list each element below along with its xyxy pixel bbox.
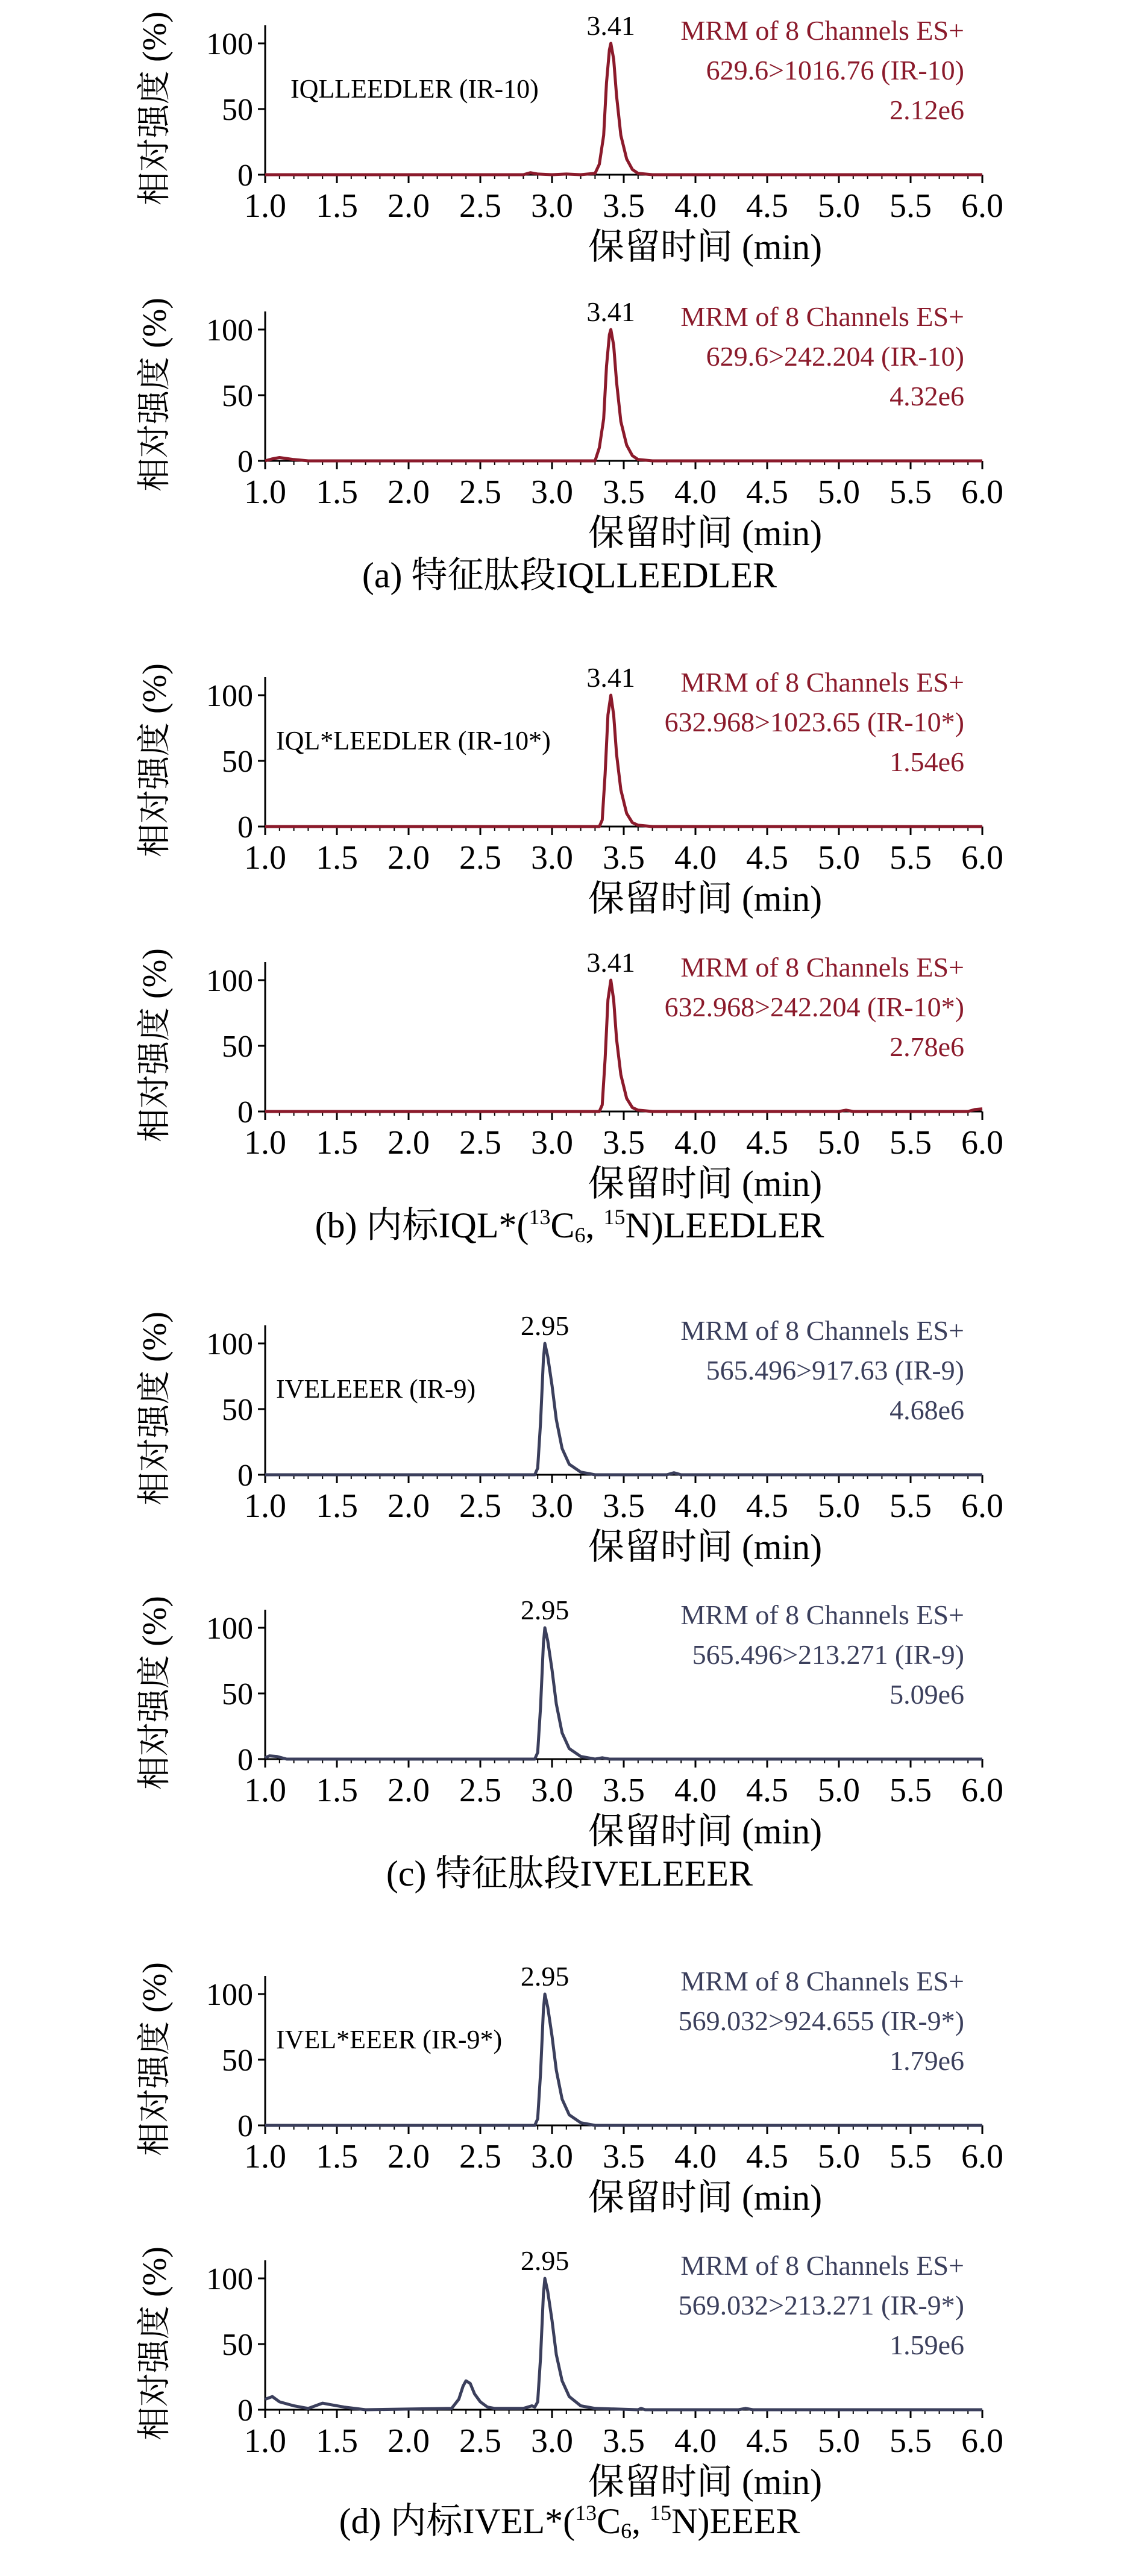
y-tick-label-7-1: 50 bbox=[222, 2328, 253, 2362]
x-tick-label-5-4: 3.0 bbox=[531, 1772, 573, 1809]
y-tick-label-6-2: 100 bbox=[206, 1978, 253, 2012]
peptide-label-6: IVEL*EEER (IR-9*) bbox=[276, 2025, 503, 2054]
x-tick-label-1-8: 5.0 bbox=[818, 474, 860, 511]
x-tick-label-1-4: 3.0 bbox=[531, 474, 573, 511]
x-tick-label-0-8: 5.0 bbox=[818, 187, 860, 225]
info-line-5-2: 5.09e6 bbox=[890, 1679, 964, 1710]
x-tick-label-3-9: 5.5 bbox=[890, 1124, 932, 1161]
x-axis-label-7: 保留时间 (min) bbox=[588, 2462, 823, 2502]
y-axis-label-0: 相对强度 (%) bbox=[136, 11, 174, 205]
y-axis-label-6: 相对强度 (%) bbox=[136, 1962, 174, 2156]
x-tick-label-2-3: 2.5 bbox=[459, 839, 501, 877]
x-tick-label-6-7: 4.5 bbox=[746, 2138, 788, 2175]
y-tick-label-4-1: 50 bbox=[222, 1393, 253, 1427]
info-line-5-0: MRM of 8 Channels ES+ bbox=[680, 1599, 964, 1630]
y-axis-label-2: 相对强度 (%) bbox=[136, 663, 174, 857]
x-tick-label-5-6: 4.0 bbox=[674, 1772, 717, 1809]
x-tick-label-3-3: 2.5 bbox=[459, 1124, 501, 1161]
y-axis-label-4: 相对强度 (%) bbox=[136, 1311, 174, 1505]
y-tick-label-0-1: 50 bbox=[222, 93, 253, 127]
info-line-1-2: 4.32e6 bbox=[890, 381, 964, 411]
x-tick-label-3-2: 2.0 bbox=[388, 1124, 430, 1161]
info-line-2-0: MRM of 8 Channels ES+ bbox=[680, 667, 964, 698]
x-tick-label-1-7: 4.5 bbox=[746, 474, 788, 511]
y-tick-label-2-0: 0 bbox=[237, 810, 253, 845]
y-tick-label-1-1: 50 bbox=[222, 379, 253, 413]
info-line-6-1: 569.032>924.655 (IR-9*) bbox=[678, 2005, 964, 2036]
info-line-7-2: 1.59e6 bbox=[890, 2330, 964, 2360]
x-tick-label-5-5: 3.5 bbox=[603, 1772, 645, 1809]
x-tick-label-2-6: 4.0 bbox=[674, 839, 717, 877]
info-line-7-0: MRM of 8 Channels ES+ bbox=[680, 2250, 964, 2281]
y-tick-label-1-2: 100 bbox=[206, 313, 253, 348]
x-tick-label-6-3: 2.5 bbox=[459, 2138, 501, 2175]
y-axis-label-7: 相对强度 (%) bbox=[136, 2246, 174, 2440]
x-tick-label-7-5: 3.5 bbox=[603, 2422, 645, 2460]
x-tick-label-0-10: 6.0 bbox=[961, 187, 1003, 225]
x-tick-label-0-2: 2.0 bbox=[388, 187, 430, 225]
x-tick-label-3-4: 3.0 bbox=[531, 1124, 573, 1161]
peptide-label-0: IQLLEEDLER (IR-10) bbox=[290, 74, 539, 104]
x-tick-label-4-4: 3.0 bbox=[531, 1487, 573, 1525]
info-line-3-0: MRM of 8 Channels ES+ bbox=[680, 952, 964, 983]
x-tick-label-0-0: 1.0 bbox=[244, 187, 286, 225]
y-tick-label-3-2: 100 bbox=[206, 964, 253, 998]
x-tick-label-6-0: 1.0 bbox=[244, 2138, 286, 2175]
y-tick-label-2-2: 100 bbox=[206, 679, 253, 713]
x-tick-label-7-4: 3.0 bbox=[531, 2422, 573, 2460]
info-line-0-2: 2.12e6 bbox=[890, 95, 964, 125]
x-tick-label-2-9: 5.5 bbox=[890, 839, 932, 877]
y-tick-label-1-0: 0 bbox=[237, 445, 253, 479]
x-tick-label-7-7: 4.5 bbox=[746, 2422, 788, 2460]
x-axis-label-3: 保留时间 (min) bbox=[588, 1164, 823, 1204]
y-tick-label-6-1: 50 bbox=[222, 2043, 253, 2078]
x-tick-label-4-3: 2.5 bbox=[459, 1487, 501, 1525]
x-tick-label-2-8: 5.0 bbox=[818, 839, 860, 877]
x-tick-label-5-8: 5.0 bbox=[818, 1772, 860, 1809]
x-tick-label-5-0: 1.0 bbox=[244, 1772, 286, 1809]
x-tick-label-4-6: 4.0 bbox=[674, 1487, 717, 1525]
y-tick-label-0-0: 0 bbox=[237, 158, 253, 193]
info-line-4-1: 565.496>917.63 (IR-9) bbox=[706, 1355, 964, 1386]
info-line-5-1: 565.496>213.271 (IR-9) bbox=[692, 1639, 964, 1670]
x-axis-label-2: 保留时间 (min) bbox=[588, 879, 823, 919]
x-tick-label-1-3: 2.5 bbox=[459, 474, 501, 511]
x-tick-label-4-0: 1.0 bbox=[244, 1487, 286, 1525]
x-tick-label-4-5: 3.5 bbox=[603, 1487, 645, 1525]
peak-label-3: 3.41 bbox=[586, 947, 635, 978]
x-tick-label-6-4: 3.0 bbox=[531, 2138, 573, 2175]
x-tick-label-6-5: 3.5 bbox=[603, 2138, 645, 2175]
x-tick-label-5-1: 1.5 bbox=[316, 1772, 358, 1809]
y-tick-label-0-2: 100 bbox=[206, 27, 253, 61]
x-tick-label-7-9: 5.5 bbox=[890, 2422, 932, 2460]
y-tick-label-3-1: 50 bbox=[222, 1030, 253, 1064]
y-axis-label-1: 相对强度 (%) bbox=[136, 298, 174, 492]
peptide-label-2: IQL*LEEDLER (IR-10*) bbox=[276, 726, 551, 755]
x-axis-label-0: 保留时间 (min) bbox=[588, 227, 823, 267]
x-tick-label-4-1: 1.5 bbox=[316, 1487, 358, 1525]
x-axis-label-4: 保留时间 (min) bbox=[588, 1527, 823, 1567]
y-tick-label-7-2: 100 bbox=[206, 2262, 253, 2296]
y-tick-label-5-0: 0 bbox=[237, 1743, 253, 1777]
peak-label-1: 3.41 bbox=[586, 296, 635, 327]
x-tick-label-5-3: 2.5 bbox=[459, 1772, 501, 1809]
info-line-2-1: 632.968>1023.65 (IR-10*) bbox=[664, 707, 964, 737]
info-line-4-0: MRM of 8 Channels ES+ bbox=[680, 1315, 964, 1346]
x-tick-label-7-10: 6.0 bbox=[961, 2422, 1003, 2460]
x-tick-label-7-1: 1.5 bbox=[316, 2422, 358, 2460]
x-tick-label-0-1: 1.5 bbox=[316, 187, 358, 225]
x-tick-label-6-1: 1.5 bbox=[316, 2138, 358, 2175]
peak-label-2: 3.41 bbox=[586, 662, 635, 693]
x-tick-label-7-6: 4.0 bbox=[674, 2422, 717, 2460]
info-line-3-1: 632.968>242.204 (IR-10*) bbox=[664, 992, 964, 1022]
x-tick-label-6-6: 4.0 bbox=[674, 2138, 717, 2175]
x-axis-label-1: 保留时间 (min) bbox=[588, 513, 823, 553]
info-line-6-2: 1.79e6 bbox=[890, 2045, 964, 2076]
x-tick-label-2-7: 4.5 bbox=[746, 839, 788, 877]
y-tick-label-4-2: 100 bbox=[206, 1327, 253, 1361]
info-line-1-0: MRM of 8 Channels ES+ bbox=[680, 301, 964, 332]
x-tick-label-4-2: 2.0 bbox=[388, 1487, 430, 1525]
x-tick-label-7-3: 2.5 bbox=[459, 2422, 501, 2460]
info-line-1-1: 629.6>242.204 (IR-10) bbox=[706, 341, 964, 372]
x-tick-label-0-7: 4.5 bbox=[746, 187, 788, 225]
y-tick-label-7-0: 0 bbox=[237, 2393, 253, 2428]
x-axis-label-6: 保留时间 (min) bbox=[588, 2178, 823, 2218]
x-tick-label-1-0: 1.0 bbox=[244, 474, 286, 511]
x-tick-label-7-0: 1.0 bbox=[244, 2422, 286, 2460]
x-tick-label-4-9: 5.5 bbox=[890, 1487, 932, 1525]
x-tick-label-0-6: 4.0 bbox=[674, 187, 717, 225]
x-tick-label-1-1: 1.5 bbox=[316, 474, 358, 511]
y-tick-label-6-0: 0 bbox=[237, 2109, 253, 2143]
y-tick-label-4-0: 0 bbox=[237, 1458, 253, 1493]
peak-label-0: 3.41 bbox=[586, 10, 635, 41]
info-line-2-2: 1.54e6 bbox=[890, 746, 964, 777]
y-axis-label-5: 相对强度 (%) bbox=[136, 1596, 174, 1790]
x-tick-label-0-3: 2.5 bbox=[459, 187, 501, 225]
peak-label-4: 2.95 bbox=[520, 1310, 570, 1341]
x-tick-label-7-8: 5.0 bbox=[818, 2422, 860, 2460]
x-tick-label-6-2: 2.0 bbox=[388, 2138, 430, 2175]
caption-a: (a) 特征肽段IQLLEEDLER bbox=[362, 555, 777, 595]
peak-label-6: 2.95 bbox=[520, 1961, 570, 1992]
info-line-0-0: MRM of 8 Channels ES+ bbox=[680, 15, 964, 46]
peak-label-7: 2.95 bbox=[520, 2245, 570, 2276]
x-tick-label-5-7: 4.5 bbox=[746, 1772, 788, 1809]
x-tick-label-3-10: 6.0 bbox=[961, 1124, 1003, 1161]
x-tick-label-0-4: 3.0 bbox=[531, 187, 573, 225]
x-tick-label-5-2: 2.0 bbox=[388, 1772, 430, 1809]
x-tick-label-3-6: 4.0 bbox=[674, 1124, 717, 1161]
x-tick-label-2-10: 6.0 bbox=[961, 839, 1003, 877]
x-tick-label-4-8: 5.0 bbox=[818, 1487, 860, 1525]
caption-b: (b) 内标$IQL*(^{13}C_6$, $^{15}$N)LEEDLER bbox=[315, 1205, 824, 1247]
x-tick-label-4-10: 6.0 bbox=[961, 1487, 1003, 1525]
x-tick-label-4-7: 4.5 bbox=[746, 1487, 788, 1525]
x-tick-label-3-8: 5.0 bbox=[818, 1124, 860, 1161]
caption-d: (d) 内标$IVEL*(^{13}C_6$, $^{15}$N)EEER bbox=[339, 2501, 800, 2543]
x-tick-label-3-1: 1.5 bbox=[316, 1124, 358, 1161]
x-axis-label-5: 保留时间 (min) bbox=[588, 1812, 823, 1851]
x-tick-label-7-2: 2.0 bbox=[388, 2422, 430, 2460]
caption-c: (c) 特征肽段IVELEEER bbox=[386, 1854, 753, 1893]
x-tick-label-6-9: 5.5 bbox=[890, 2138, 932, 2175]
x-tick-label-0-9: 5.5 bbox=[890, 187, 932, 225]
x-tick-label-1-9: 5.5 bbox=[890, 474, 932, 511]
info-line-3-2: 2.78e6 bbox=[890, 1031, 964, 1062]
x-tick-label-2-4: 3.0 bbox=[531, 839, 573, 877]
x-tick-label-5-10: 6.0 bbox=[961, 1772, 1003, 1809]
info-line-6-0: MRM of 8 Channels ES+ bbox=[680, 1966, 964, 1996]
x-tick-label-1-2: 2.0 bbox=[388, 474, 430, 511]
y-axis-label-3: 相对强度 (%) bbox=[136, 948, 174, 1142]
info-line-7-1: 569.032>213.271 (IR-9*) bbox=[678, 2290, 964, 2321]
info-line-4-2: 4.68e6 bbox=[890, 1395, 964, 1425]
x-tick-label-2-0: 1.0 bbox=[244, 839, 286, 877]
x-tick-label-6-8: 5.0 bbox=[818, 2138, 860, 2175]
x-tick-label-1-10: 6.0 bbox=[961, 474, 1003, 511]
x-tick-label-6-10: 6.0 bbox=[961, 2138, 1003, 2175]
y-tick-label-5-2: 100 bbox=[206, 1612, 253, 1646]
x-tick-label-3-0: 1.0 bbox=[244, 1124, 286, 1161]
x-tick-label-3-5: 3.5 bbox=[603, 1124, 645, 1161]
x-tick-label-1-6: 4.0 bbox=[674, 474, 717, 511]
x-tick-label-0-5: 3.5 bbox=[603, 187, 645, 225]
x-tick-label-5-9: 5.5 bbox=[890, 1772, 932, 1809]
x-tick-label-3-7: 4.5 bbox=[746, 1124, 788, 1161]
info-line-0-1: 629.6>1016.76 (IR-10) bbox=[706, 55, 964, 86]
x-tick-label-2-1: 1.5 bbox=[316, 839, 358, 877]
x-tick-label-1-5: 3.5 bbox=[603, 474, 645, 511]
x-tick-label-2-2: 2.0 bbox=[388, 839, 430, 877]
x-tick-label-2-5: 3.5 bbox=[603, 839, 645, 877]
y-tick-label-5-1: 50 bbox=[222, 1677, 253, 1712]
peptide-label-4: IVELEEER (IR-9) bbox=[276, 1374, 476, 1404]
peak-label-5: 2.95 bbox=[520, 1595, 570, 1625]
y-tick-label-3-0: 0 bbox=[237, 1095, 253, 1130]
y-tick-label-2-1: 50 bbox=[222, 745, 253, 779]
